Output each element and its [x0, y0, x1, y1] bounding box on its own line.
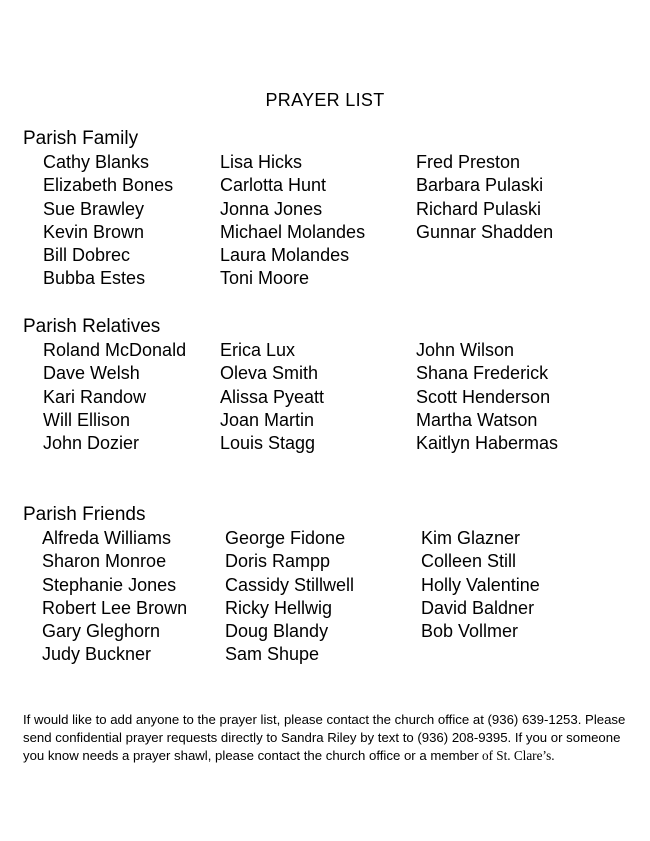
prayer-name: Robert Lee Brown [42, 597, 188, 618]
prayer-name: Kim Glazner [421, 528, 521, 548]
parish-relatives-section [23, 315, 633, 454]
prayer-name: Oleva Smith [220, 363, 319, 384]
prayer-name: John Wilson [416, 340, 515, 360]
prayer-name: Roland McDonald [43, 340, 187, 360]
prayer-name: Kari Randow [43, 386, 147, 407]
prayer-name: Sharon Monroe [42, 551, 167, 572]
prayer-name: Bill Dobrec [43, 245, 131, 266]
parish-friends-section [23, 503, 633, 665]
prayer-name: Bubba Estes [43, 268, 146, 289]
name-column [225, 527, 354, 667]
prayer-name: Carlotta Hunt [220, 175, 327, 196]
name-column [220, 151, 365, 291]
page-title: PRAYER LIST [265, 90, 385, 110]
prayer-name: Fred Preston [416, 152, 521, 172]
prayer-name: Ricky Hellwig [225, 597, 333, 618]
prayer-name: Cassidy Stillwell [225, 574, 355, 595]
prayer-name: Kevin Brown [43, 221, 145, 242]
prayer-name: David Baldner [421, 597, 535, 618]
contact-note-tail: of St. Clare’s. [478, 748, 555, 764]
prayer-name: John Dozier [43, 433, 140, 454]
prayer-name: Will Ellison [43, 409, 131, 430]
name-column [43, 151, 173, 291]
prayer-name: Stephanie Jones [42, 574, 177, 595]
prayer-name: Doug Blandy [225, 621, 329, 642]
name-column [42, 527, 187, 667]
prayer-name: Erica Lux [220, 340, 296, 360]
prayer-name: Doris Rampp [225, 551, 331, 572]
prayer-name: Holly Valentine [421, 574, 540, 595]
contact-note-text: If would like to add anyone to the prayer list, please contact the church office at (936) 639-1253. Please send confidential prayer requests directly to Sandra Riley by text to (936) 208-9395. If you or someone you know needs a prayer shawl, please contact the church office or a member [23, 712, 626, 764]
section-title: Parish Relatives [23, 316, 161, 337]
prayer-name: Joan Martin [220, 409, 315, 430]
prayer-name: Lisa Hicks [220, 152, 303, 172]
prayer-name: Cathy Blanks [43, 152, 150, 172]
parish-family-section [23, 127, 633, 289]
prayer-name: Sam Shupe [225, 644, 320, 665]
section-title: Parish Friends [23, 504, 146, 525]
prayer-name: Colleen Still [421, 551, 517, 572]
prayer-name: Kaitlyn Habermas [416, 433, 559, 454]
prayer-name: Judy Buckner [42, 644, 152, 665]
prayer-name: Dave Welsh [43, 363, 140, 384]
prayer-name: Alissa Pyeatt [220, 386, 325, 407]
name-column [220, 339, 324, 455]
prayer-name: Bob Vollmer [421, 621, 519, 642]
prayer-name: Sue Brawley [43, 198, 145, 219]
name-column [416, 339, 558, 455]
name-column [416, 151, 553, 244]
prayer-name: Alfreda Williams [42, 528, 172, 548]
prayer-name: Scott Henderson [416, 386, 551, 407]
prayer-name: Toni Moore [220, 268, 310, 289]
prayer-name: George Fidone [225, 528, 346, 548]
name-column [421, 527, 540, 643]
prayer-name: Richard Pulaski [416, 198, 542, 219]
name-column [43, 339, 186, 455]
prayer-name: Martha Watson [416, 409, 538, 430]
prayer-name: Laura Molandes [220, 245, 350, 266]
section-title: Parish Family [23, 128, 139, 149]
prayer-name: Shana Frederick [416, 363, 549, 384]
prayer-name: Michael Molandes [220, 221, 366, 242]
prayer-name: Elizabeth Bones [43, 175, 174, 196]
prayer-name: Jonna Jones [220, 198, 323, 219]
prayer-name: Louis Stagg [220, 433, 316, 454]
prayer-name: Barbara Pulaski [416, 175, 544, 196]
prayer-name: Gary Gleghorn [42, 621, 161, 642]
prayer-name: Gunnar Shadden [416, 221, 554, 242]
contact-note [23, 711, 633, 765]
